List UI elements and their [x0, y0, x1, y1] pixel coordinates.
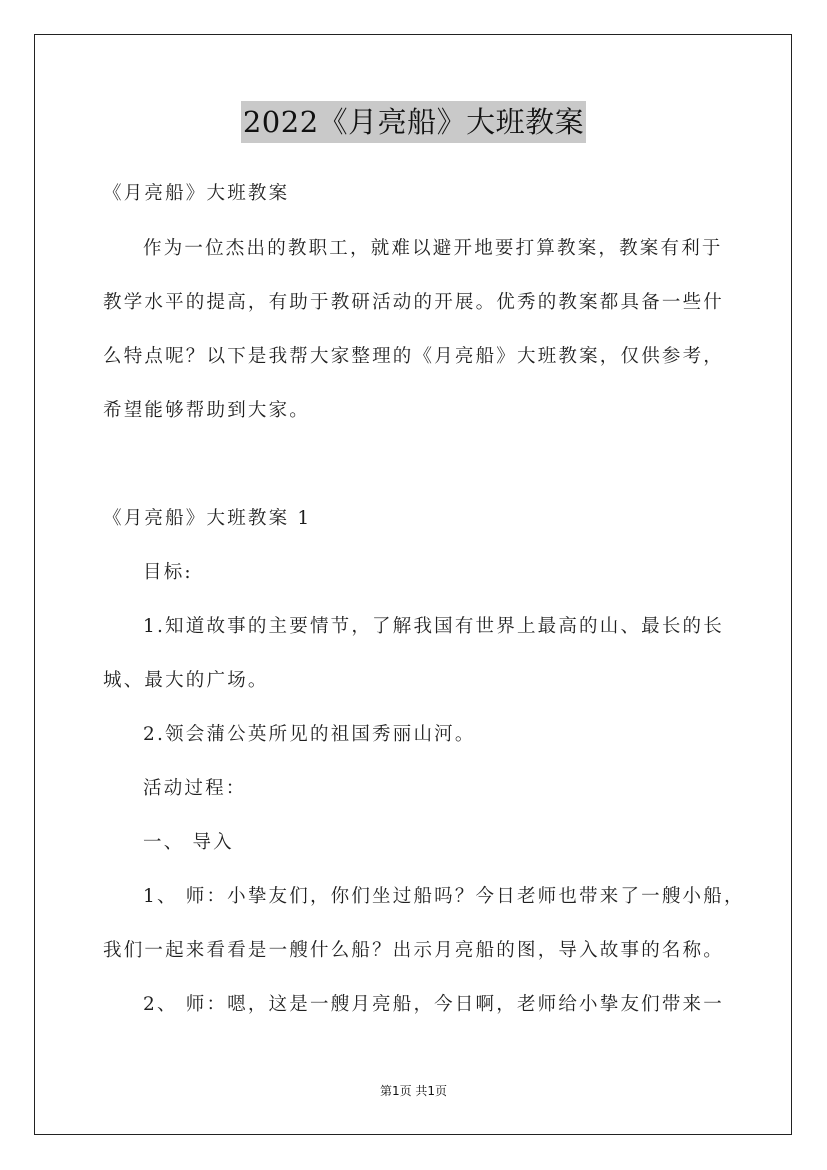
step-item: 1、 师：小挚友们，你们坐过船吗？今日老师也带来了一艘小船， — [143, 886, 745, 907]
intro-line: 么特点呢？以下是我帮大家整理的《月亮船》大班教案，仅供参考， — [103, 346, 725, 367]
intro-line: 教学水平的提高，有助于教研活动的开展。优秀的教案都具备一些什 — [103, 292, 725, 313]
page-footer: 第1页 共1页 — [379, 1084, 448, 1098]
title-container — [0, 101, 827, 143]
section-heading: 《月亮船》大班教案 1 — [103, 508, 312, 529]
goal-label: 目标: — [143, 562, 193, 583]
process-label: 活动过程： — [143, 778, 247, 799]
goal-item: 2.领会蒲公英所见的祖国秀丽山河。 — [143, 724, 476, 745]
step-heading: 一、 导入 — [143, 832, 234, 853]
step-item-continued: 我们一起来看看是一艘什么船？出示月亮船的图，导入故事的名称。 — [103, 940, 725, 961]
intro-line: 作为一位杰出的教职工，就难以避开地要打算教案，教案有利于 — [143, 238, 723, 259]
document-subtitle: 《月亮船》大班教案 — [103, 183, 290, 204]
intro-line: 希望能够帮助到大家。 — [103, 400, 311, 421]
goal-item-continued: 城、最大的广场。 — [103, 670, 269, 691]
document-title: 2022《月亮船》大班教案 — [241, 101, 586, 143]
step-item: 2、 师：嗯，这是一艘月亮船，今日啊，老师给小挚友们带来一 — [143, 994, 724, 1015]
goal-item: 1.知道故事的主要情节，了解我国有世界上最高的山、最长的长 — [143, 616, 724, 637]
